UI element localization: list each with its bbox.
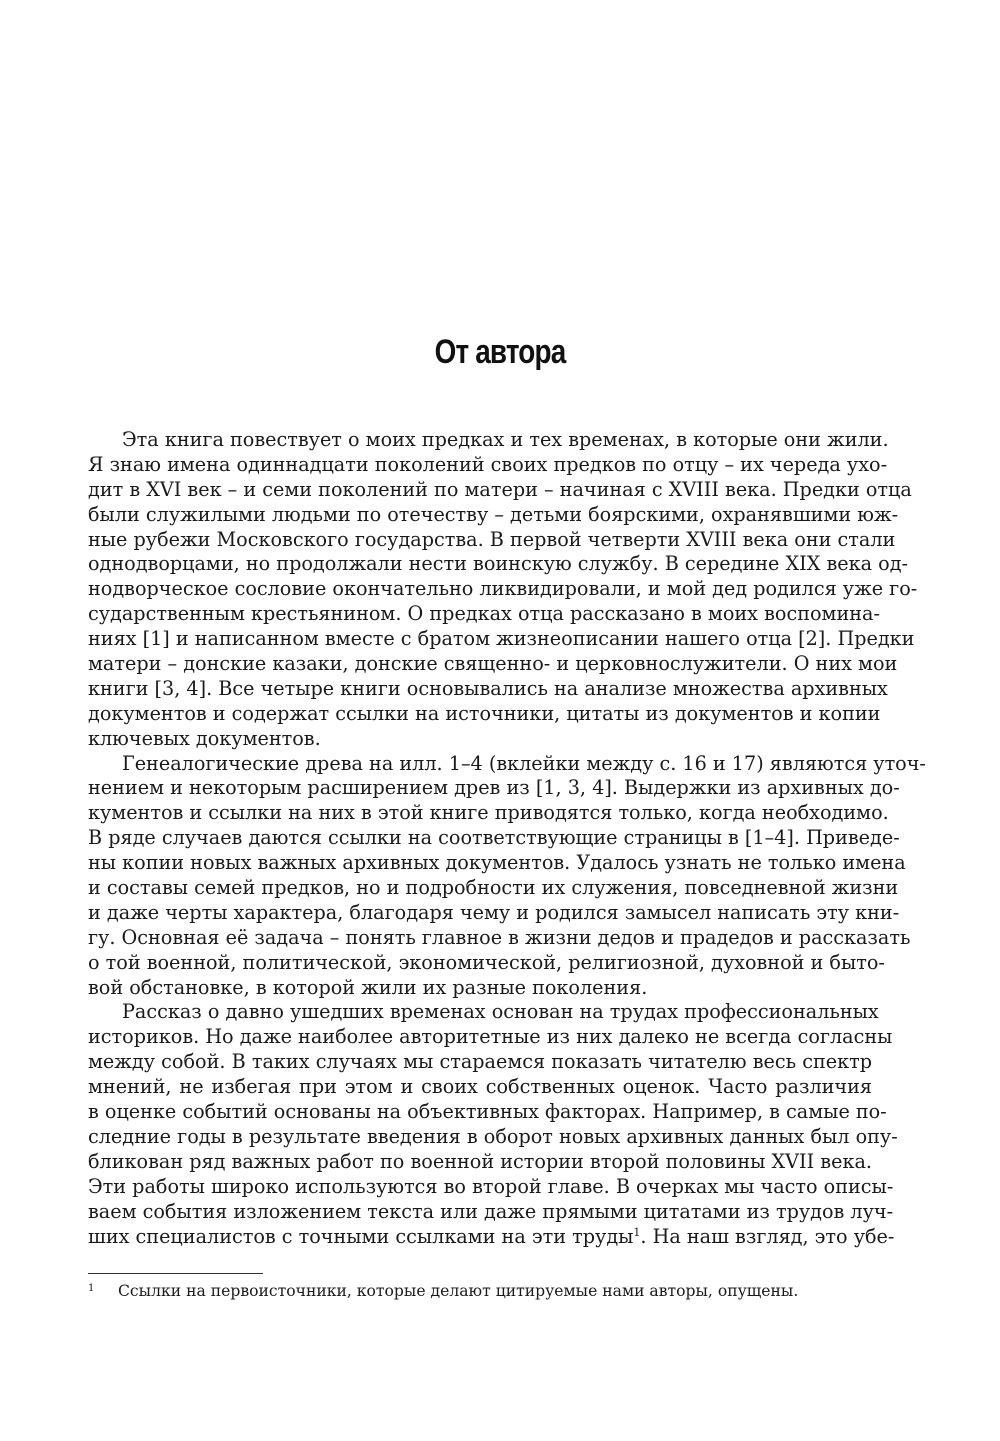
text-line: были служилыми людьми по отечеству – детьми боярскими, охранявшими юж- [88,502,899,526]
text-line [88,1224,895,1250]
text-line: нением и некоторым расширением древ из [1, 3, 4]. Выдержки из архивных до- [88,776,900,800]
text-line: матери – донские казаки, донские священно- и церковнослужители. О них мои [88,652,898,676]
text-line: ваем события изложением текста или даже прямыми цитатами из трудов луч- [88,1199,894,1223]
text-line: ные рубежи Московского государства. В первой четверти XVIII века они стали [88,527,896,551]
text-line: нодворческое сословие окончательно ликвидировали, и мой дед родился уже го- [88,577,918,601]
footnote [88,1279,872,1301]
text-line: бликован ряд важных работ по военной истории второй половины XVII века. [88,1149,872,1173]
paragraph [88,428,918,752]
page-title: От автора [434,332,566,371]
text-line: документов и содержат ссылки на источники, цитаты из документов и копии [88,701,881,725]
text-line: ниях [1] и написанном вместе с братом жизнеописании нашего отца [2]. Предки [88,627,915,651]
text-line: ны копии новых важных архивных документов. Удалось узнать не только имена [88,851,906,875]
text-line: и даже черты характера, благодаря чему и родился замысел написать эту кни- [88,900,900,924]
text-line: историков. Но даже наиболее авторитетные из них далеко не всегда согласны [88,1025,893,1049]
footnote-text: Ссылки на первоисточники, которые делают цитируемые нами авторы, опущены. [118,1282,799,1300]
body-text [88,428,926,1249]
text-line: В ряде случаев даются ссылки на соответствующие страницы в [1–4]. Приведе- [88,826,900,850]
text-line: Рассказ о давно ушедших временах основан на трудах профессиональных [122,1000,879,1024]
footnote-reference[interactable]: 1 [633,1225,641,1239]
text-line: о той военной, политической, экономической, религиозной, духовной и быто- [88,950,885,974]
text-line: между собой. В таких случаях мы стараемся показать читателю весь спектр [88,1050,872,1074]
text-line: и составы семей предков, но и подробности их служения, повседневной жизни [88,876,899,900]
text-line: мнений, не избегая при этом и своих собственных оценок. Часто различия [88,1075,872,1099]
text-line: в оценке событий основаны на объективных факторах. Например, в самые по- [88,1100,887,1124]
text-line: Эти работы широко используются во второй главе. В очерках мы часто описы- [88,1174,894,1198]
text-line: сударственным крестьянином. О предках отца рассказано в моих воспомина- [88,602,880,626]
footnote-divider [88,1273,263,1274]
text-line: Я знаю имена одиннадцати поколений своих предков по отцу – их череда ухо- [88,452,888,476]
footnote-number: 1 [88,1283,95,1294]
text-line: дит в XVI век – и семи поколений по матери – начиная с XVIII века. Предки отца [88,477,912,501]
line-text: ших специалистов с точными ссылками на эти труды [88,1224,634,1248]
text-line: Генеалогические древа на илл. 1–4 (вклейки между с. 16 и 17) являются уточ- [122,751,926,775]
text-line: вой обстановке, в которой жили их разные поколения. [88,975,648,999]
text-line: ключевых документов. [88,726,321,750]
paragraph [88,751,926,1001]
line-text: . На наш взгляд, это убе- [640,1224,895,1248]
text-line: гу. Основная её задача – понять главное в жизни дедов и прадедов и рассказать [88,925,911,949]
text-line: Эта книга повествует о моих предках и тех временах, в которые они жили. [122,428,889,451]
text-line: следние годы в результате введения в оборот новых архивных данных был опу- [88,1124,898,1148]
text-line: книги [3, 4]. Все четыре книги основывались на анализе множества архивных [88,676,888,700]
paragraph [88,1000,898,1249]
text-line: однодворцами, но продолжали нести воинскую службу. В середине XIX века од- [88,552,909,576]
text-line: кументов и ссылки на них в этой книге приводятся только, когда необходимо. [88,801,889,825]
